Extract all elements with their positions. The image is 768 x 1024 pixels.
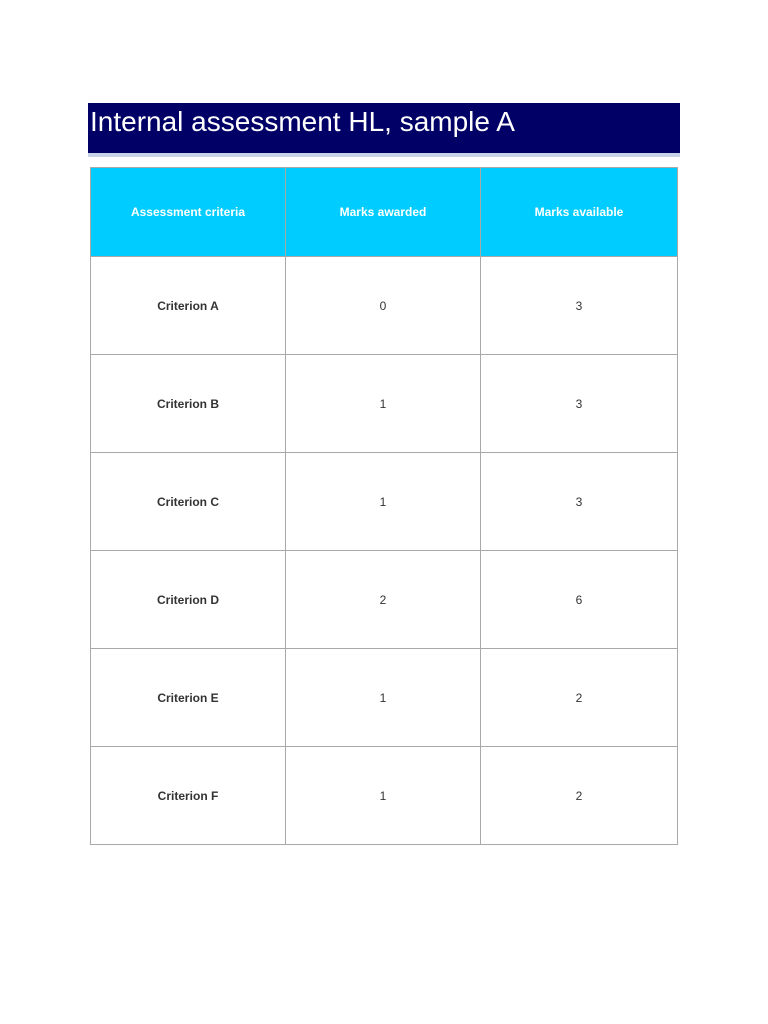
header-marks-available: Marks available [481, 168, 678, 257]
table-row [91, 649, 678, 747]
marks-available-cell: 3 [481, 257, 678, 355]
criterion-cell: Criterion A [91, 257, 286, 355]
table-row [91, 355, 678, 453]
criterion-cell: Criterion B [91, 355, 286, 453]
marks-awarded-cell: 2 [286, 551, 481, 649]
marks-available-cell: 3 [481, 355, 678, 453]
marks-awarded-cell: 1 [286, 649, 481, 747]
title-underline [88, 153, 680, 157]
title-banner [88, 103, 680, 153]
criterion-cell: Criterion C [91, 453, 286, 551]
marks-awarded-cell: 1 [286, 747, 481, 845]
marks-available-cell: 2 [481, 747, 678, 845]
marks-awarded-cell: 1 [286, 355, 481, 453]
header-marks-awarded: Marks awarded [286, 168, 481, 257]
marks-available-cell: 3 [481, 453, 678, 551]
criterion-cell: Criterion D [91, 551, 286, 649]
page-title: Internal assessment HL, sample A [90, 106, 515, 137]
table-row [91, 257, 678, 355]
assessment-table [90, 167, 678, 845]
table-row [91, 747, 678, 845]
marks-awarded-cell: 0 [286, 257, 481, 355]
table-row [91, 453, 678, 551]
table-row [91, 551, 678, 649]
marks-available-cell: 2 [481, 649, 678, 747]
table-header-row [91, 168, 678, 257]
marks-available-cell: 6 [481, 551, 678, 649]
criterion-cell: Criterion E [91, 649, 286, 747]
criterion-cell: Criterion F [91, 747, 286, 845]
marks-awarded-cell: 1 [286, 453, 481, 551]
header-assessment-criteria: Assessment criteria [91, 168, 286, 257]
